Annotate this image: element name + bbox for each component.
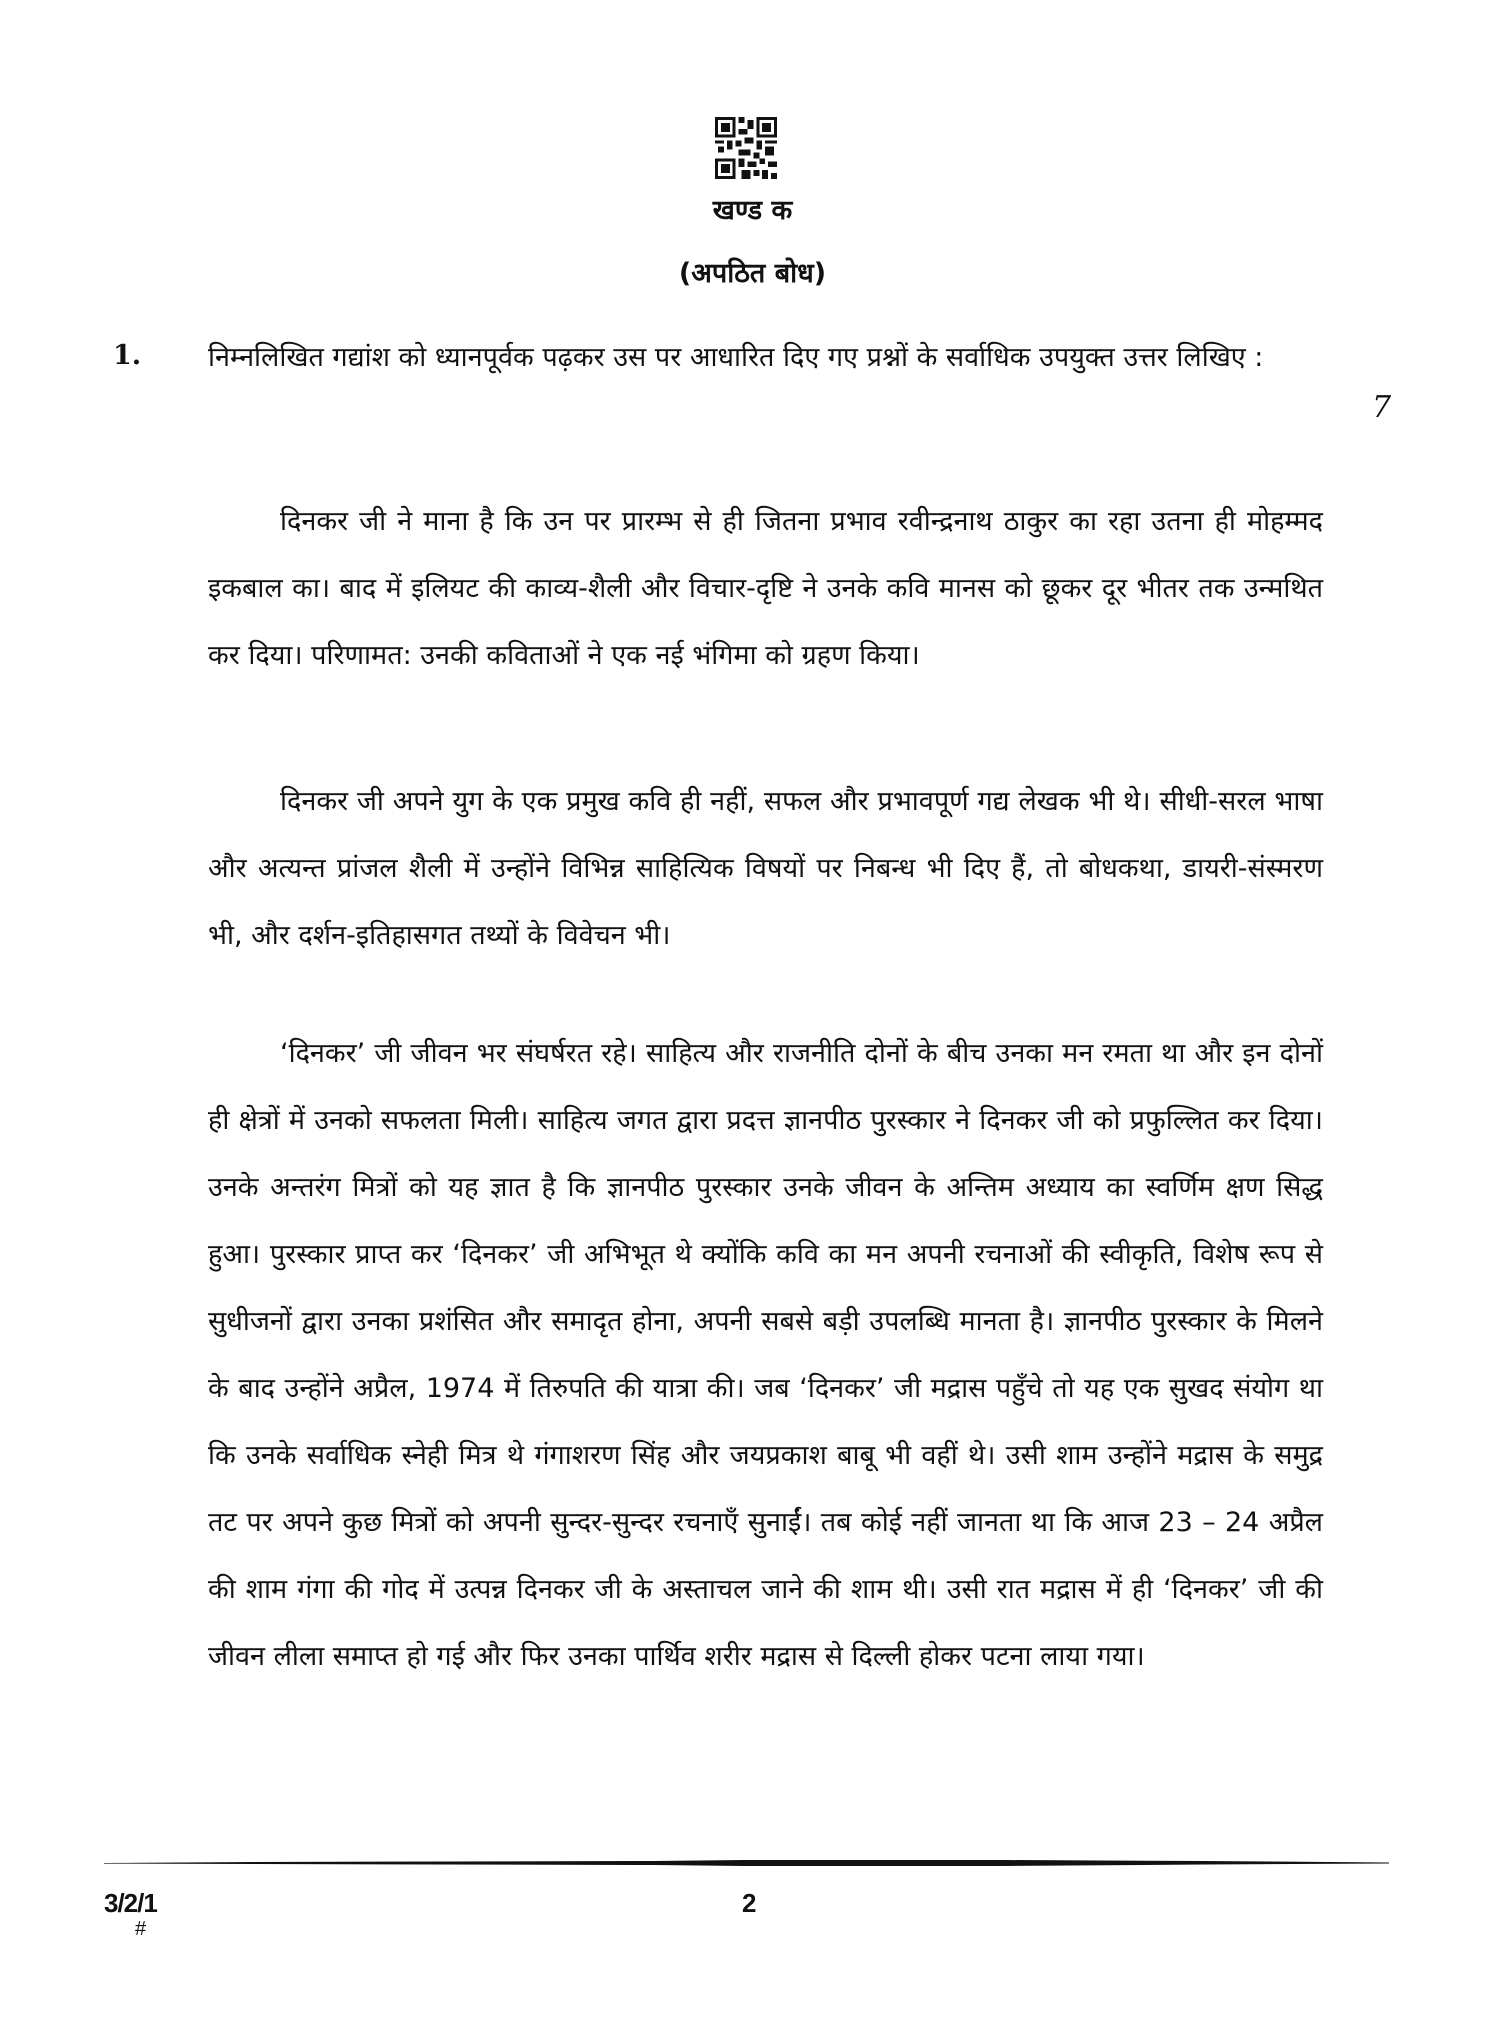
question-number: 1. bbox=[113, 340, 142, 371]
passage-paragraph-3 bbox=[208, 1020, 1323, 1690]
footer-hash-mark: # bbox=[135, 1918, 147, 1940]
question-marks: 7 bbox=[1372, 390, 1392, 425]
section-subtitle: (अपठित बोध) bbox=[678, 258, 827, 289]
footer-divider bbox=[104, 1860, 1389, 1866]
paragraph-text: दिनकर जी अपने युग के एक प्रमुख कवि ही नहीं, सफल और प्रभावपूर्ण गद्य लेखक भी थे। सीधी-सरल भाषा और अत्यन्त प्रांजल शैली में उन्होंने विभिन्न साहित्यिक विषयों पर निबन्ध भी दिए हैं, तो बोधकथा, डायरी-संस्मरण भी, और दर्शन-इतिहासगत तथ्यों के विवेचन भी। bbox=[208, 786, 1323, 951]
paragraph-text: ‘दिनकर’ जी जीवन भर संघर्षरत रहे। साहित्य और राजनीति दोनों के बीच उनका मन रमता था और इन दोनों ही क्षेत्रों में उनको सफलता मिली। साहित्य जगत द्वारा प्रदत्त ज्ञानपीठ पुरस्कार ने दिनकर जी को प्रफुल्लित कर दिया। उनके अन्तरंग मित्रों को यह ज्ञात है कि ज्ञानपीठ पुरस्कार उनके जीवन के अन्तिम अध्याय का स्वर्णिम क्षण सिद्ध हुआ। पुरस्कार प्राप्त कर ‘दिनकर’ जी अभिभूत थे क्योंकि कवि का मन अपनी रचनाओं की स्वीकृति, विशेष रूप से सुधीजनों द्वारा उनका प्रशंसित और समादृत होना, अपनी सबसे बड़ी उपलब्धि मानता है। ज्ञानपीठ पुरस्कार के मिलने के बाद उन्होंने अप्रैल, 1974 में तिरुपति की यात्रा की। जब ‘दिनकर’ जी मद्रास पहुँचे तो यह एक सुखद संयोग था कि उनके सर्वाधिक स्नेही मित्र थे गंगाशरण सिंह और जयप्रकाश बाबू भी वहीं थे। उसी शाम उन्होंने मद्रास के समुद्र तट पर अपने कुछ मित्रों को अपनी सुन्दर-सुन्दर रचनाएँ सुनाईं। तब कोई नहीं जानता था कि आज 23 – 24 अप्रैल की शाम गंगा की गोद में उत्पन्न दिनकर जी के अस्ताचल जाने की शाम थी। उसी रात मद्रास में ही ‘दिनकर’ जी की जीवन लीला समाप्त हो गई और फिर उनका पार्थिव शरीर मद्रास से दिल्ली होकर पटना लाया गया। bbox=[208, 1038, 1323, 1672]
section-title: खण्ड क bbox=[712, 195, 793, 226]
paper-code: 3/2/1 bbox=[104, 1888, 157, 1918]
question-instruction: निम्नलिखित गद्यांश को ध्यानपूर्वक पढ़कर उस पर आधारित दिए गए प्रश्नों के सर्वाधिक उपयुक्त उत्तर लिखिए : bbox=[208, 342, 1264, 373]
paragraph-text: दिनकर जी ने माना है कि उन पर प्रारम्भ से ही जितना प्रभाव रवीन्द्रनाथ ठाकुर का रहा उतना ही मोहम्मद इकबाल का। बाद में इलियट की काव्य-शैली और विचार-दृष्टि ने उनके कवि मानस को छूकर दूर भीतर तक उन्मथित कर दिया। परिणामत: उनकी कविताओं ने एक नई भंगिमा को ग्रहण किया। bbox=[208, 506, 1323, 671]
page-number: 2 bbox=[742, 1888, 757, 1918]
passage-paragraph-1 bbox=[208, 488, 1323, 689]
passage-paragraph-2 bbox=[208, 768, 1323, 969]
qr-code-icon bbox=[715, 117, 777, 179]
